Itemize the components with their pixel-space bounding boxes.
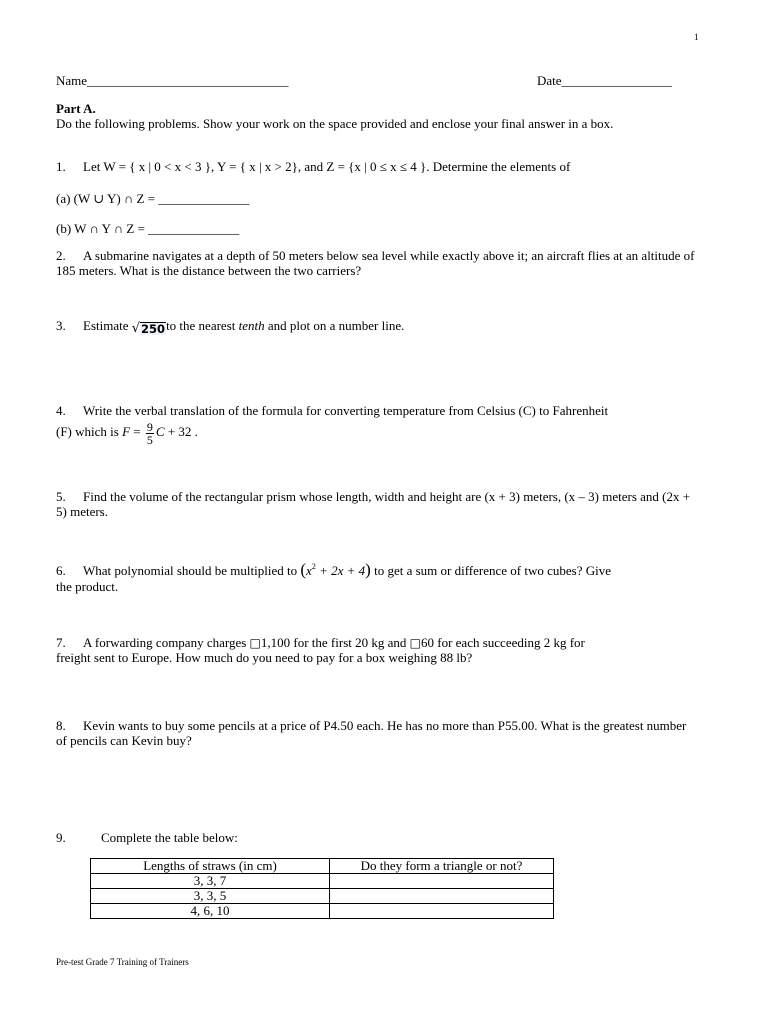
question-6-line2: the product.: [56, 579, 119, 594]
question-3-number: 3.: [56, 318, 66, 333]
table-header-triangle: Do they form a triangle or not?: [330, 859, 554, 874]
question-7-amount1: 1,100 for the first 20 kg and: [260, 635, 407, 650]
question-1b: (b) W ∩ Y ∩ Z = ______________: [56, 221, 240, 236]
close-paren: ): [365, 560, 371, 579]
missing-glyph-icon: □: [249, 636, 261, 650]
table-cell-answer[interactable]: [330, 889, 554, 904]
question-4-formula-line: [56, 418, 198, 446]
question-5-number: 5.: [56, 489, 66, 504]
question-5: [56, 489, 696, 519]
question-6-number: 6.: [56, 563, 66, 578]
missing-glyph-icon: □: [409, 636, 421, 650]
question-8-number: 8.: [56, 718, 66, 733]
fraction-numerator: 9: [146, 419, 153, 434]
question-9-number: 9.: [56, 830, 66, 845]
part-instructions: Do the following problems. Show your work on the space provided and enclose your final answer in a box.: [56, 116, 614, 131]
table-row: [91, 904, 554, 919]
question-4: [56, 403, 608, 418]
formula-fraction: [146, 421, 154, 446]
name-field-label: Name_______________________________: [56, 73, 289, 88]
question-9-text: Complete the table below:: [101, 830, 238, 845]
question-7-number: 7.: [56, 635, 66, 650]
table-cell-lengths: 4, 6, 10: [91, 904, 330, 919]
question-7-line2: freight sent to Europe. How much do you need to pay for a box weighing 88 lb?: [56, 650, 473, 665]
table-cell-answer[interactable]: [330, 904, 554, 919]
question-4-line2-pre: (F) which is: [56, 424, 119, 439]
date-field-label: Date_________________: [537, 73, 673, 88]
question-2: [56, 248, 701, 278]
question-8-text: Kevin wants to buy some pencils at a price of P4.50 each. He has no more than P55.00. What is the greatest number of pencils can Kevin buy?: [56, 718, 687, 748]
question-3-emphasis: tenth: [238, 318, 265, 333]
radical-sign-icon: √: [131, 321, 141, 336]
question-3: [56, 318, 404, 335]
question-3-mid: to the nearest: [166, 318, 236, 333]
question-1-number: 1.: [56, 159, 66, 174]
question-6-post: to get a sum or difference of two cubes? Give: [374, 563, 612, 578]
fraction-denominator: 5: [146, 432, 153, 447]
poly-rest: + 2x + 4: [315, 563, 366, 578]
question-2-text: A submarine navigates at a depth of 50 meters below sea level while exactly above it; an aircraft flies at an altitude of 185 meters. What is the distance between the two carriers?: [56, 248, 695, 278]
formula-c: C: [155, 424, 165, 439]
table-cell-answer[interactable]: [330, 874, 554, 889]
question-5-text: Find the volume of the rectangular prism whose length, width and height are (x + 3) meters, (x – 3) meters and (2x + 5) meters.: [56, 489, 691, 519]
table-cell-lengths: 3, 3, 7: [91, 874, 330, 889]
table-row: [91, 874, 554, 889]
formula-plus: + 32 .: [164, 424, 198, 439]
question-1-text: Let W = { x | 0 < x < 3 }, Y = { x | x > 2}, and Z = {x | 0 ≤ x ≤ 4 }. Determine the elements of: [83, 159, 571, 174]
table-row: [91, 889, 554, 904]
square-root-expression: [132, 322, 166, 335]
table-header-row: [91, 859, 554, 874]
question-1a: (a) (W ∪ Y) ∩ Z = ______________: [56, 191, 250, 206]
question-3-post: and plot on a number line.: [267, 318, 405, 333]
question-4-number: 4.: [56, 403, 66, 418]
formula-f: F: [122, 424, 131, 439]
question-1: [56, 159, 570, 174]
page-footer: Pre-test Grade 7 Training of Trainers: [56, 957, 189, 967]
poly-exponent: 2: [311, 562, 316, 571]
table-cell-lengths: 3, 3, 5: [91, 889, 330, 904]
straws-table: [90, 858, 554, 919]
poly-x: x: [306, 563, 312, 578]
part-title: Part A.: [56, 101, 96, 116]
question-4-text: Write the verbal translation of the formula for converting temperature from Celsius (C) to Fahrenheit: [83, 403, 609, 418]
question-3-pre: Estimate: [83, 318, 129, 333]
question-7: [56, 635, 585, 651]
open-paren: (: [300, 560, 307, 579]
question-8: [56, 718, 696, 748]
question-7-pre: A forwarding company charges: [83, 635, 247, 650]
question-2-number: 2.: [56, 248, 66, 263]
question-6-pre: What polynomial should be multiplied to: [83, 563, 298, 578]
radicand: 250: [141, 322, 166, 336]
polynomial-expression: [300, 560, 371, 579]
question-6: [56, 562, 611, 578]
formula-equals: =: [130, 424, 144, 439]
question-9: [56, 830, 238, 845]
question-7-amount2: 60 for each succeeding 2 kg for: [421, 635, 585, 650]
table-header-lengths: Lengths of straws (in cm): [91, 859, 330, 874]
page-number: 1: [694, 32, 699, 42]
